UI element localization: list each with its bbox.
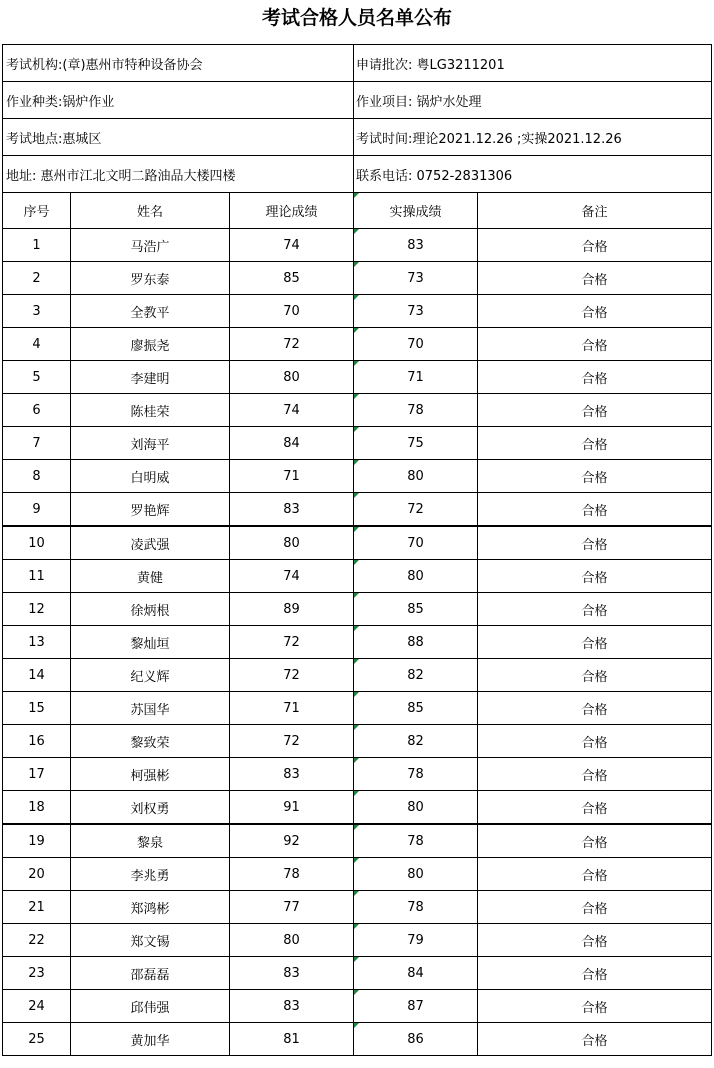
cell-remark: 合格 — [478, 791, 712, 825]
cell-remark: 合格 — [478, 328, 712, 361]
cell-index: 8 — [3, 460, 71, 493]
cell-practical-score: 79 — [354, 924, 478, 957]
cell-index: 3 — [3, 295, 71, 328]
cell-index: 20 — [3, 858, 71, 891]
table-header — [3, 193, 712, 229]
info-row-3 — [3, 119, 712, 156]
cell-theory-score: 80 — [230, 526, 354, 560]
cell-practical-score: 78 — [354, 394, 478, 427]
cell-index: 6 — [3, 394, 71, 427]
cell-remark: 合格 — [478, 858, 712, 891]
cell-name: 廖振尧 — [71, 328, 230, 361]
cell-index: 2 — [3, 262, 71, 295]
cell-name: 郑文锡 — [71, 924, 230, 957]
cell-practical-score: 85 — [354, 692, 478, 725]
cell-theory-score: 84 — [230, 427, 354, 460]
cell-theory-score: 72 — [230, 725, 354, 758]
cell-index: 25 — [3, 1023, 71, 1056]
cell-theory-score: 83 — [230, 758, 354, 791]
cell-index: 1 — [3, 229, 71, 262]
table-row — [3, 493, 712, 527]
cell-remark: 合格 — [478, 924, 712, 957]
cell-theory-score: 83 — [230, 493, 354, 527]
cell-theory-score: 78 — [230, 858, 354, 891]
cell-practical-score: 80 — [354, 560, 478, 593]
info-row-4 — [3, 156, 712, 193]
cell-index: 16 — [3, 725, 71, 758]
cell-name: 邱伟强 — [71, 990, 230, 1023]
header-name: 姓名 — [71, 193, 230, 229]
table-row — [3, 725, 712, 758]
cell-name: 全教平 — [71, 295, 230, 328]
exam-location: 考试地点:惠城区 — [3, 119, 354, 156]
header-index: 序号 — [3, 193, 71, 229]
table-row — [3, 361, 712, 394]
cell-remark: 合格 — [478, 361, 712, 394]
exam-org: 考试机构:(章)惠州市特种设备协会 — [3, 45, 354, 82]
cell-name: 柯强彬 — [71, 758, 230, 791]
cell-remark: 合格 — [478, 990, 712, 1023]
cell-index: 15 — [3, 692, 71, 725]
cell-index: 23 — [3, 957, 71, 990]
header-remark: 备注 — [478, 193, 712, 229]
table-row — [3, 990, 712, 1023]
table-row — [3, 262, 712, 295]
cell-practical-score: 72 — [354, 493, 478, 527]
cell-practical-score: 82 — [354, 725, 478, 758]
results-table — [2, 44, 712, 1056]
cell-theory-score: 71 — [230, 460, 354, 493]
cell-practical-score: 78 — [354, 891, 478, 924]
address: 地址: 惠州市江北文明二路油品大楼四楼 — [3, 156, 354, 193]
table-row — [3, 295, 712, 328]
cell-name: 刘权勇 — [71, 791, 230, 825]
cell-remark: 合格 — [478, 626, 712, 659]
table-row — [3, 791, 712, 825]
cell-index: 19 — [3, 824, 71, 858]
cell-index: 10 — [3, 526, 71, 560]
table-row — [3, 957, 712, 990]
cell-practical-score: 80 — [354, 460, 478, 493]
cell-index: 11 — [3, 560, 71, 593]
table-row — [3, 593, 712, 626]
cell-theory-score: 92 — [230, 824, 354, 858]
cell-practical-score: 86 — [354, 1023, 478, 1056]
exam-time: 考试时间:理论2021.12.26 ;实操2021.12.26 — [354, 119, 712, 156]
cell-remark: 合格 — [478, 824, 712, 858]
cell-remark: 合格 — [478, 394, 712, 427]
table-row — [3, 659, 712, 692]
table-row — [3, 427, 712, 460]
cell-theory-score: 77 — [230, 891, 354, 924]
cell-index: 7 — [3, 427, 71, 460]
table-row — [3, 891, 712, 924]
table-row — [3, 328, 712, 361]
header-theory-score: 理论成绩 — [230, 193, 354, 229]
cell-index: 22 — [3, 924, 71, 957]
cell-name: 黎泉 — [71, 824, 230, 858]
cell-remark: 合格 — [478, 427, 712, 460]
cell-practical-score: 73 — [354, 295, 478, 328]
table-row — [3, 858, 712, 891]
table-row — [3, 460, 712, 493]
table-row — [3, 394, 712, 427]
table-row — [3, 692, 712, 725]
cell-name: 李建明 — [71, 361, 230, 394]
cell-theory-score: 71 — [230, 692, 354, 725]
cell-remark: 合格 — [478, 692, 712, 725]
cell-theory-score: 91 — [230, 791, 354, 825]
cell-practical-score: 87 — [354, 990, 478, 1023]
cell-theory-score: 72 — [230, 659, 354, 692]
table-row — [3, 229, 712, 262]
cell-name: 黄加华 — [71, 1023, 230, 1056]
job-item: 作业项目: 锅炉水处理 — [354, 82, 712, 119]
cell-index: 14 — [3, 659, 71, 692]
cell-index: 5 — [3, 361, 71, 394]
cell-name: 苏国华 — [71, 692, 230, 725]
cell-remark: 合格 — [478, 593, 712, 626]
cell-theory-score: 85 — [230, 262, 354, 295]
cell-name: 邵磊磊 — [71, 957, 230, 990]
cell-practical-score: 83 — [354, 229, 478, 262]
header-practical-score: 实操成绩 — [354, 193, 478, 229]
cell-name: 马浩广 — [71, 229, 230, 262]
cell-remark: 合格 — [478, 758, 712, 791]
cell-practical-score: 75 — [354, 427, 478, 460]
cell-name: 刘海平 — [71, 427, 230, 460]
cell-theory-score: 70 — [230, 295, 354, 328]
application-batch: 申请批次: 粤LG3211201 — [354, 45, 712, 82]
cell-remark: 合格 — [478, 262, 712, 295]
cell-name: 李兆勇 — [71, 858, 230, 891]
cell-name: 黄健 — [71, 560, 230, 593]
cell-theory-score: 80 — [230, 924, 354, 957]
cell-remark: 合格 — [478, 725, 712, 758]
cell-remark: 合格 — [478, 493, 712, 527]
cell-index: 24 — [3, 990, 71, 1023]
cell-index: 13 — [3, 626, 71, 659]
cell-practical-score: 85 — [354, 593, 478, 626]
page-title: 考试合格人员名单公布 — [261, 7, 452, 29]
cell-name: 凌武强 — [71, 526, 230, 560]
cell-name: 陈桂荣 — [71, 394, 230, 427]
info-row-2 — [3, 82, 712, 119]
cell-theory-score: 89 — [230, 593, 354, 626]
cell-index: 4 — [3, 328, 71, 361]
cell-remark: 合格 — [478, 229, 712, 262]
cell-practical-score: 70 — [354, 328, 478, 361]
cell-theory-score: 74 — [230, 394, 354, 427]
cell-name: 纪义辉 — [71, 659, 230, 692]
cell-theory-score: 72 — [230, 328, 354, 361]
cell-theory-score: 80 — [230, 361, 354, 394]
table-row — [3, 758, 712, 791]
cell-name: 罗东泰 — [71, 262, 230, 295]
cell-name: 徐炳根 — [71, 593, 230, 626]
job-type: 作业种类:锅炉作业 — [3, 82, 354, 119]
cell-index: 9 — [3, 493, 71, 527]
cell-practical-score: 82 — [354, 659, 478, 692]
cell-theory-score: 83 — [230, 990, 354, 1023]
cell-remark: 合格 — [478, 1023, 712, 1056]
cell-remark: 合格 — [478, 295, 712, 328]
cell-theory-score: 83 — [230, 957, 354, 990]
cell-practical-score: 84 — [354, 957, 478, 990]
cell-remark: 合格 — [478, 891, 712, 924]
cell-index: 17 — [3, 758, 71, 791]
cell-practical-score: 80 — [354, 858, 478, 891]
cell-practical-score: 71 — [354, 361, 478, 394]
cell-remark: 合格 — [478, 560, 712, 593]
cell-practical-score: 78 — [354, 824, 478, 858]
table-row — [3, 1023, 712, 1056]
cell-remark: 合格 — [478, 957, 712, 990]
cell-name: 郑鸿彬 — [71, 891, 230, 924]
table-row — [3, 626, 712, 659]
cell-remark: 合格 — [478, 526, 712, 560]
cell-practical-score: 88 — [354, 626, 478, 659]
cell-practical-score: 73 — [354, 262, 478, 295]
contact-phone: 联系电话: 0752-2831306 — [354, 156, 712, 193]
cell-index: 18 — [3, 791, 71, 825]
cell-practical-score: 70 — [354, 526, 478, 560]
cell-theory-score: 72 — [230, 626, 354, 659]
cell-index: 21 — [3, 891, 71, 924]
table-row — [3, 924, 712, 957]
cell-index: 12 — [3, 593, 71, 626]
cell-remark: 合格 — [478, 659, 712, 692]
cell-practical-score: 78 — [354, 758, 478, 791]
cell-name: 黎灿垣 — [71, 626, 230, 659]
table-row — [3, 560, 712, 593]
cell-name: 白明威 — [71, 460, 230, 493]
cell-name: 黎致荣 — [71, 725, 230, 758]
info-row-1 — [3, 45, 712, 82]
cell-theory-score: 74 — [230, 229, 354, 262]
cell-theory-score: 81 — [230, 1023, 354, 1056]
table-row — [3, 526, 712, 560]
cell-practical-score: 80 — [354, 791, 478, 825]
cell-name: 罗艳辉 — [71, 493, 230, 527]
cell-remark: 合格 — [478, 460, 712, 493]
table-row — [3, 824, 712, 858]
cell-theory-score: 74 — [230, 560, 354, 593]
